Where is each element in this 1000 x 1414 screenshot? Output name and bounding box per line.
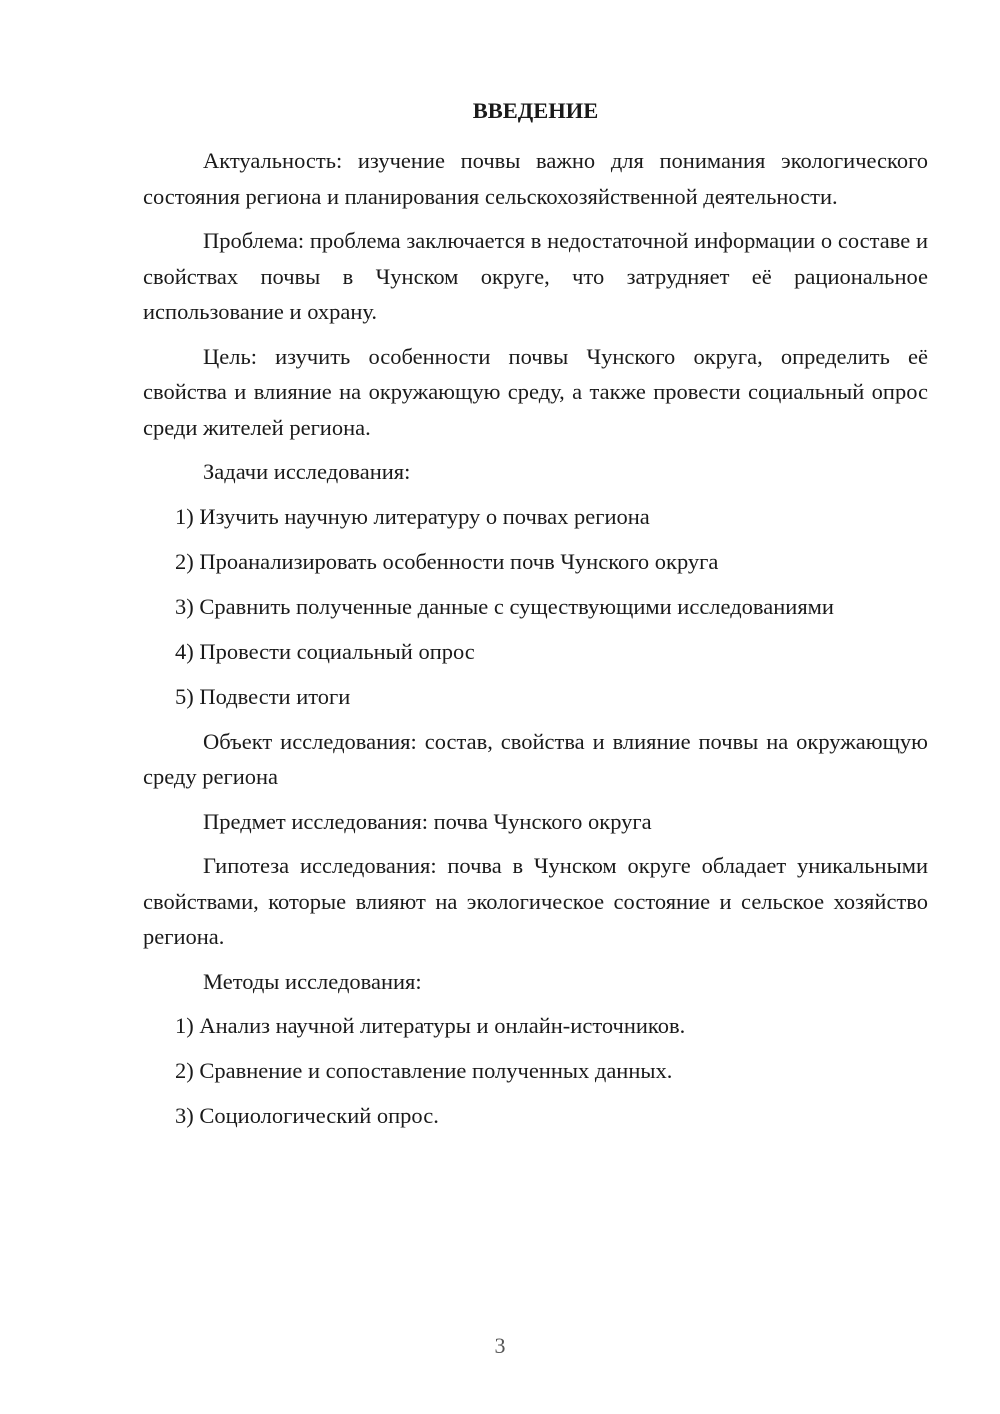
method-item: 3) Социологический опрос. xyxy=(175,1103,439,1128)
task-item: 2) Проанализировать особенности почв Чунского округа xyxy=(175,548,719,574)
relevance-paragraph: Актуальность: изучение почвы важно для понимания экологического состояния региона и планирования сельскохозяйственной деятельности. xyxy=(143,148,928,209)
goal-paragraph: Цель: изучить особенности почвы Чунского округа, определить её свойства и влияние на окружающую среду, а также провести социальный опрос среди жителей региона. xyxy=(143,343,928,440)
subject-paragraph: Предмет исследования: почва Чунского округа xyxy=(203,808,652,834)
method-item: 2) Сравнение и сопоставление полученных данных. xyxy=(175,1058,673,1083)
methods-heading: Методы исследования: xyxy=(203,968,422,994)
task-item: 5) Подвести итоги xyxy=(175,683,351,709)
page-content xyxy=(143,93,928,1143)
hypothesis-paragraph: Гипотеза исследования: почва в Чунском округе обладает уникальными свойствами, которые влияют на экологическое состояние и сельское хозяйство региона. xyxy=(143,853,928,949)
object-paragraph: Объект исследования: состав, свойства и влияние почвы на окружающую среду региона xyxy=(143,728,928,789)
section-heading: ВВЕДЕНИЕ xyxy=(472,98,599,123)
task-item: 3) Сравнить полученные данные с существующими исследованиями xyxy=(175,593,834,619)
task-item: 1) Изучить научную литературу о почвах региона xyxy=(175,503,650,529)
tasks-heading: Задачи исследования: xyxy=(203,459,411,484)
method-item: 1) Анализ научной литературы и онлайн-источников. xyxy=(175,1013,686,1038)
task-item: 4) Провести социальный опрос xyxy=(175,638,475,664)
problem-paragraph: Проблема: проблема заключается в недостаточной информации о составе и свойствах почвы в Чунском округе, что затрудняет её рациональное использование и охрану. xyxy=(143,228,928,324)
page-number: 3 xyxy=(494,1333,506,1358)
